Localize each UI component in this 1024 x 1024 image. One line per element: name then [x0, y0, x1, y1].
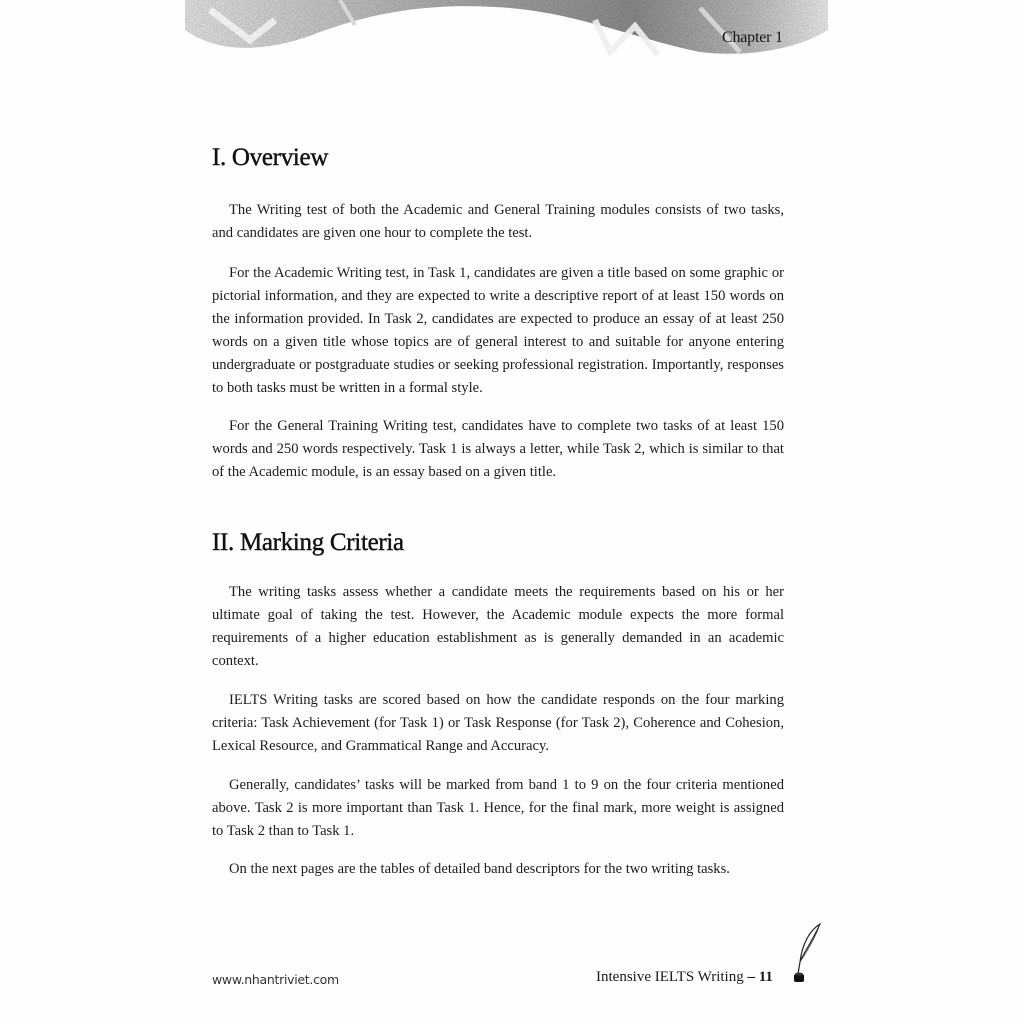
footer-website: www.nhantriviet.com [212, 972, 339, 987]
paragraph: IELTS Writing tasks are scored based on how the candidate responds on the four marking criteria: Task Achievement (for Task 1) or Task Response (for Task 2), Coherence and Cohesion, Lexical Resource, and Grammatical Range and Accuracy. [212, 692, 784, 754]
footer-book-title [596, 969, 773, 986]
chapter-label: Chapter 1 [722, 29, 783, 46]
paragraph: For the General Training Writing test, candidates have to complete two tasks of at least 150 words and 250 words respectively. Task 1 is always a letter, while Task 2, which is similar to that of the Academic module, is an essay based on a given title. [212, 418, 784, 480]
paragraph: Generally, candidates’ tasks will be marked from band 1 to 9 on the four criteria mentioned above. Task 2 is more important than Task 1. Hence, for the final mark, more weight is assigned to Task 2 than to Task 1. [212, 777, 784, 839]
quill-inkwell-icon [790, 922, 826, 991]
section-title-marking-criteria: II. Marking Criteria [212, 529, 404, 556]
book-title: Intensive IELTS Writing [596, 969, 744, 985]
paragraph: The Writing test of both the Academic and General Training modules consists of two tasks, and candidates are given one hour to complete the test. [212, 202, 784, 241]
page-number: 11 [758, 969, 773, 985]
title-separator: – [743, 969, 759, 985]
paragraph: The writing tasks assess whether a candidate meets the requirements based on his or her ultimate goal of taking the test. However, the Academic module expects the more formal requirements of a higher education establishment as is generally demanded in an academic context. [212, 584, 784, 669]
paragraph: On the next pages are the tables of detailed band descriptors for the two writing tasks. [229, 861, 730, 877]
section-title-overview: I. Overview [212, 144, 329, 171]
paragraph: For the Academic Writing test, in Task 1, candidates are given a title based on some graphic or pictorial information, and they are expected to write a descriptive report of at least 150 words on the information provided. In Task 2, candidates are expected to produce an essay of at least 250 words on a given title whose topics are of general interest to and suitable for anyone entering undergraduate or postgraduate studies or seeking professional registration. Importantly, responses to both tasks must be written in a formal style. [212, 265, 784, 396]
